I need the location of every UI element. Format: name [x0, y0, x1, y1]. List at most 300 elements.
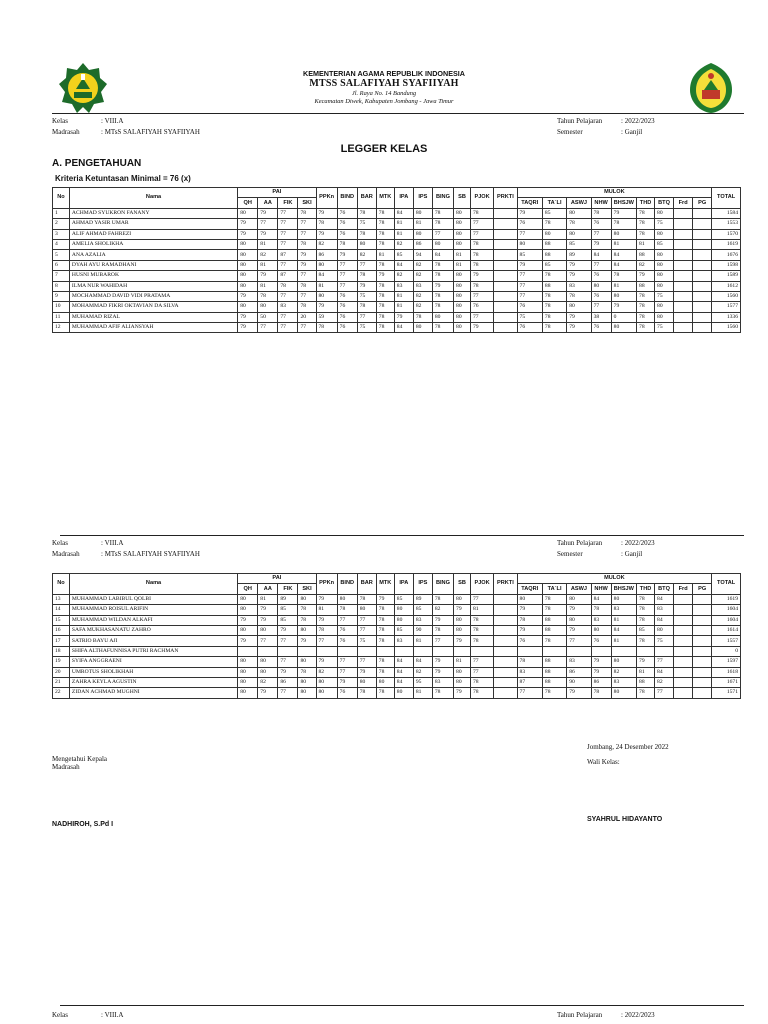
- grade-cell: 78: [470, 615, 493, 625]
- row-no: 7: [53, 271, 70, 281]
- grade-cell: 78: [376, 688, 394, 698]
- total-cell: 1336: [712, 312, 741, 322]
- grade-cell: 85: [278, 615, 298, 625]
- grade-cell: 78: [470, 239, 493, 249]
- grade-cell: 80: [517, 594, 542, 604]
- student-name: AMELIA SHOLIKHA: [69, 239, 237, 249]
- grade-cell: 78: [517, 615, 542, 625]
- row-no: 14: [53, 605, 70, 615]
- total-cell: 1671: [712, 677, 741, 687]
- grade-cell: 78: [542, 302, 566, 312]
- grade-cell: 79: [238, 615, 258, 625]
- total-cell: 1676: [712, 250, 741, 260]
- grade-cell: [298, 646, 316, 656]
- grade-cell: [432, 646, 453, 656]
- grade-cell: [693, 281, 712, 291]
- table-row: [53, 312, 741, 322]
- grade-cell: 80: [394, 615, 413, 625]
- grade-cell: 80: [316, 688, 337, 698]
- grade-cell: 82: [316, 667, 337, 677]
- grade-cell: [655, 646, 674, 656]
- grade-cell: 82: [413, 271, 432, 281]
- col-ski: SKI: [298, 584, 316, 594]
- signature-place-date: Jombang, 24 Desember 2022: [587, 743, 669, 751]
- grade-cell: 76: [517, 219, 542, 229]
- grade-cell: [674, 291, 693, 301]
- grade-cell: [494, 615, 517, 625]
- grade-cell: [674, 677, 693, 687]
- grade-cell: [337, 646, 357, 656]
- grade-cell: 84: [394, 657, 413, 667]
- grade-cell: 77: [517, 291, 542, 301]
- student-name: SAFA MUKHASANATU ZAHRO: [69, 625, 237, 635]
- grade-cell: 77: [470, 219, 493, 229]
- grade-cell: 78: [376, 657, 394, 667]
- grade-cell: 80: [357, 605, 376, 615]
- grade-cell: 78: [637, 312, 655, 322]
- grade-cell: 80: [454, 271, 471, 281]
- grade-cell: 78: [637, 229, 655, 239]
- kelas-value-2: : VIII.A: [101, 539, 124, 547]
- grade-cell: 76: [337, 208, 357, 218]
- grade-cell: 78: [542, 605, 566, 615]
- grade-cell: [357, 646, 376, 656]
- school-address-1: Jl. Raya No. 14 Bandung: [351, 90, 417, 97]
- grade-cell: 78: [470, 688, 493, 698]
- grade-cell: 86: [278, 677, 298, 687]
- grade-cell: [693, 667, 712, 677]
- grade-cell: 87: [517, 677, 542, 687]
- table-row: [53, 615, 741, 625]
- grade-cell: [494, 677, 517, 687]
- col-total: TOTAL: [712, 574, 741, 595]
- col-tali: TA`LI: [542, 584, 566, 594]
- grade-cell: 79: [316, 302, 337, 312]
- tahun-label: Tahun Pelajaran: [557, 117, 603, 125]
- grade-cell: 80: [258, 667, 278, 677]
- grade-cell: [674, 625, 693, 635]
- grade-cell: 76: [591, 323, 611, 333]
- table-row: [53, 625, 741, 635]
- col-bing: BING: [432, 574, 453, 595]
- grade-cell: 80: [376, 677, 394, 687]
- grade-cell: 81: [316, 605, 337, 615]
- grade-cell: 78: [637, 291, 655, 301]
- student-name: MUHAMAD RIZAL: [69, 312, 237, 322]
- grade-cell: [693, 677, 712, 687]
- grade-cell: 80: [655, 208, 674, 218]
- grade-cell: 38: [591, 312, 611, 322]
- grade-cell: 78: [470, 250, 493, 260]
- grade-cell: 80: [611, 657, 636, 667]
- grade-cell: 83: [611, 605, 636, 615]
- grade-cell: [674, 667, 693, 677]
- grade-cell: 79: [517, 208, 542, 218]
- grade-cell: 78: [316, 219, 337, 229]
- grade-cell: 77: [278, 219, 298, 229]
- grade-cell: 20: [298, 312, 316, 322]
- grade-cell: [494, 657, 517, 667]
- grade-cell: 80: [432, 312, 453, 322]
- grade-cell: [693, 229, 712, 239]
- grade-cell: 79: [298, 250, 316, 260]
- row-no: 6: [53, 260, 70, 270]
- row-no: 2: [53, 219, 70, 229]
- table-row: [53, 594, 741, 604]
- grade-cell: 83: [394, 281, 413, 291]
- tahun-value-3: : 2022/2023: [621, 1011, 655, 1019]
- grade-cell: 85: [517, 250, 542, 260]
- grade-cell: 77: [278, 239, 298, 249]
- grade-cell: 77: [357, 615, 376, 625]
- grade-cell: [494, 667, 517, 677]
- grade-cell: 77: [337, 615, 357, 625]
- col-qh: QH: [238, 584, 258, 594]
- grade-cell: 84: [394, 260, 413, 270]
- col-aa: AA: [258, 584, 278, 594]
- grade-cell: 76: [591, 291, 611, 301]
- col-fik: FIK: [278, 198, 298, 208]
- col-bar: BAR: [357, 574, 376, 595]
- grade-cell: 85: [278, 605, 298, 615]
- grade-cell: 78: [637, 605, 655, 615]
- row-no: 15: [53, 615, 70, 625]
- grade-cell: 77: [517, 281, 542, 291]
- row-no: 4: [53, 239, 70, 249]
- grade-cell: 84: [394, 208, 413, 218]
- grade-cell: 80: [655, 260, 674, 270]
- grade-cell: 79: [394, 312, 413, 322]
- grade-cell: 94: [413, 250, 432, 260]
- grade-cell: 78: [376, 229, 394, 239]
- grade-cell: 76: [517, 636, 542, 646]
- grade-cell: 76: [337, 688, 357, 698]
- grade-cell: 80: [357, 677, 376, 687]
- student-name: MUHAMMAD AFIF ALIANSYAH: [69, 323, 237, 333]
- grade-cell: [494, 281, 517, 291]
- grade-cell: 79: [567, 625, 591, 635]
- grade-cell: 79: [517, 260, 542, 270]
- row-no: 9: [53, 291, 70, 301]
- grade-cell: 78: [432, 688, 453, 698]
- grade-cell: 78: [591, 688, 611, 698]
- grade-cell: 81: [316, 281, 337, 291]
- grade-cell: 79: [567, 260, 591, 270]
- grade-cell: 86: [316, 250, 337, 260]
- grade-cell: 77: [655, 657, 674, 667]
- grade-cell: 79: [258, 605, 278, 615]
- grade-cell: 78: [542, 291, 566, 301]
- row-no: 19: [53, 657, 70, 667]
- grade-cell: 81: [454, 657, 471, 667]
- grade-cell: 79: [278, 625, 298, 635]
- grade-cell: [674, 323, 693, 333]
- grade-cell: 81: [258, 594, 278, 604]
- grade-cell: 77: [591, 302, 611, 312]
- grade-cell: 79: [258, 208, 278, 218]
- grade-cell: 78: [258, 291, 278, 301]
- grade-cell: [674, 281, 693, 291]
- grade-cell: 77: [258, 323, 278, 333]
- row-no: 12: [53, 323, 70, 333]
- grade-cell: 79: [432, 667, 453, 677]
- grade-cell: 77: [278, 312, 298, 322]
- grade-cell: 76: [337, 625, 357, 635]
- total-cell: 1618: [712, 667, 741, 677]
- head-label-2: Madrasah: [52, 763, 80, 771]
- grade-cell: [693, 615, 712, 625]
- col-prkti: PRKTI: [494, 574, 517, 595]
- grade-cell: 75: [655, 291, 674, 301]
- grade-cell: [238, 646, 258, 656]
- grade-cell: 80: [238, 271, 258, 281]
- col-mulok: MULOK: [517, 188, 712, 198]
- grade-cell: 76: [337, 636, 357, 646]
- grade-cell: 80: [258, 657, 278, 667]
- grade-cell: 78: [298, 667, 316, 677]
- grade-cell: 88: [542, 250, 566, 260]
- grade-cell: 79: [238, 312, 258, 322]
- grade-cell: [693, 260, 712, 270]
- table-row: [53, 260, 741, 270]
- grade-cell: 80: [655, 302, 674, 312]
- grade-cell: 77: [337, 657, 357, 667]
- grade-cell: [693, 239, 712, 249]
- semester-value: : Ganjil: [621, 128, 643, 136]
- col-bind: BIND: [337, 188, 357, 209]
- grade-cell: 80: [611, 323, 636, 333]
- col-pjok: PJOK: [470, 574, 493, 595]
- grade-cell: 84: [591, 594, 611, 604]
- col-ips: IPS: [413, 188, 432, 209]
- grade-cell: 85: [394, 594, 413, 604]
- grade-cell: 88: [637, 250, 655, 260]
- grade-cell: 77: [278, 229, 298, 239]
- student-name: UMROTUS SHOLIKHAH: [69, 667, 237, 677]
- grade-cell: [494, 636, 517, 646]
- grade-cell: 78: [376, 239, 394, 249]
- grade-cell: 78: [637, 302, 655, 312]
- grade-cell: 79: [432, 281, 453, 291]
- grade-cell: 76: [337, 302, 357, 312]
- grade-cell: 80: [238, 281, 258, 291]
- grade-cell: 78: [298, 302, 316, 312]
- grade-cell: 76: [337, 219, 357, 229]
- col-frd: Frd: [674, 198, 693, 208]
- table-row: [53, 291, 741, 301]
- col-pg: PG: [693, 198, 712, 208]
- grade-cell: 80: [337, 594, 357, 604]
- grade-cell: 80: [394, 688, 413, 698]
- grade-cell: 80: [413, 229, 432, 239]
- grade-cell: 83: [413, 281, 432, 291]
- grade-cell: 78: [542, 271, 566, 281]
- grade-cell: 78: [357, 229, 376, 239]
- grade-cell: 75: [357, 291, 376, 301]
- grade-cell: 80: [432, 239, 453, 249]
- grade-cell: 77: [357, 657, 376, 667]
- grade-cell: 77: [298, 271, 316, 281]
- grade-cell: 77: [591, 229, 611, 239]
- grade-cell: 79: [591, 667, 611, 677]
- grade-cell: 95: [413, 677, 432, 687]
- grade-cell: 88: [637, 281, 655, 291]
- col-thd: THD: [637, 584, 655, 594]
- grade-cell: 89: [567, 250, 591, 260]
- grade-cell: 80: [454, 302, 471, 312]
- grade-cell: 80: [454, 625, 471, 635]
- header-divider: [52, 113, 744, 114]
- grade-cell: 80: [567, 615, 591, 625]
- grade-cell: 78: [432, 260, 453, 270]
- semester-value-2: : Ganjil: [621, 550, 643, 558]
- grade-cell: 78: [432, 291, 453, 301]
- grade-cell: 80: [454, 594, 471, 604]
- row-no: 1: [53, 208, 70, 218]
- grade-cell: 82: [413, 260, 432, 270]
- total-cell: 1619: [712, 239, 741, 249]
- grade-cell: 80: [238, 605, 258, 615]
- table-row: [53, 219, 741, 229]
- grade-cell: 82: [258, 677, 278, 687]
- grade-cell: 79: [611, 208, 636, 218]
- grade-cell: 80: [298, 688, 316, 698]
- madrasah-label-2: Madrasah: [52, 550, 80, 558]
- col-nama: Nama: [69, 188, 237, 209]
- grade-cell: 79: [258, 229, 278, 239]
- col-bing: BING: [432, 188, 453, 209]
- grade-cell: 80: [454, 677, 471, 687]
- grade-cell: 78: [637, 323, 655, 333]
- grade-cell: 77: [298, 323, 316, 333]
- grade-cell: 80: [655, 625, 674, 635]
- col-aswj: ASWJ: [567, 584, 591, 594]
- col-no: No: [53, 188, 70, 209]
- grade-cell: 80: [238, 260, 258, 270]
- grade-cell: 80: [567, 208, 591, 218]
- table-row: [53, 657, 741, 667]
- grade-cell: 78: [542, 323, 566, 333]
- grade-cell: 84: [394, 677, 413, 687]
- grade-cell: [494, 625, 517, 635]
- table-row: [53, 636, 741, 646]
- grade-cell: 78: [432, 208, 453, 218]
- grade-cell: 78: [637, 688, 655, 698]
- grade-cell: [258, 646, 278, 656]
- grade-cell: 78: [337, 605, 357, 615]
- grade-cell: 77: [337, 281, 357, 291]
- row-no: 18: [53, 646, 70, 656]
- row-no: 3: [53, 229, 70, 239]
- grade-cell: 80: [238, 302, 258, 312]
- grade-cell: 78: [298, 281, 316, 291]
- kemenag-logo-left: [58, 62, 108, 114]
- grade-cell: [494, 229, 517, 239]
- grade-cell: 77: [278, 657, 298, 667]
- grade-cell: 81: [454, 250, 471, 260]
- grade-cell: 77: [470, 667, 493, 677]
- grade-cell: [693, 271, 712, 281]
- grade-cell: 83: [394, 636, 413, 646]
- grade-cell: 75: [357, 636, 376, 646]
- total-cell: 1604: [712, 605, 741, 615]
- grade-cell: 77: [337, 667, 357, 677]
- grade-cell: 79: [432, 615, 453, 625]
- grade-cell: [494, 239, 517, 249]
- grade-cell: 80: [238, 625, 258, 635]
- grade-cell: 78: [298, 605, 316, 615]
- grade-cell: 78: [542, 636, 566, 646]
- grade-cell: 75: [357, 323, 376, 333]
- grade-cell: 77: [337, 260, 357, 270]
- table-row: [53, 239, 741, 249]
- student-name: DYAH AYU RAMADHANI: [69, 260, 237, 270]
- grade-cell: 88: [542, 281, 566, 291]
- col-ppkn: PPKn: [316, 574, 337, 595]
- grade-cell: 82: [258, 250, 278, 260]
- total-cell: 1604: [712, 615, 741, 625]
- grade-cell: 89: [413, 594, 432, 604]
- grade-cell: [278, 646, 298, 656]
- grade-cell: 78: [376, 302, 394, 312]
- grade-cell: 76: [591, 271, 611, 281]
- grade-cell: 82: [316, 239, 337, 249]
- table-row: [53, 229, 741, 239]
- col-taqri: TAQRI: [517, 584, 542, 594]
- grade-cell: 80: [655, 271, 674, 281]
- grade-cell: 82: [655, 677, 674, 687]
- grade-cell: 77: [298, 291, 316, 301]
- grade-cell: [494, 688, 517, 698]
- total-cell: 1560: [712, 291, 741, 301]
- grade-cell: 80: [611, 594, 636, 604]
- tahun-label-3: Tahun Pelajaran: [557, 1011, 603, 1019]
- grade-cell: 81: [394, 291, 413, 301]
- grade-cell: 87: [278, 250, 298, 260]
- student-name: SHIFA ALTHAFUNNISA PUTRI RACHMAN: [69, 646, 237, 656]
- grade-cell: 83: [567, 281, 591, 291]
- grade-cell: 78: [542, 219, 566, 229]
- grade-cell: 79: [611, 302, 636, 312]
- row-no: 21: [53, 677, 70, 687]
- row-no: 5: [53, 250, 70, 260]
- grade-cell: 79: [316, 615, 337, 625]
- grade-cell: [494, 208, 517, 218]
- col-pg: PG: [693, 584, 712, 594]
- row-no: 16: [53, 625, 70, 635]
- grade-cell: 80: [298, 657, 316, 667]
- grade-cell: 78: [376, 625, 394, 635]
- grade-cell: [470, 646, 493, 656]
- grade-cell: 79: [316, 208, 337, 218]
- row-no: 20: [53, 667, 70, 677]
- grade-cell: [494, 219, 517, 229]
- grade-cell: 77: [655, 688, 674, 698]
- grade-cell: 76: [337, 323, 357, 333]
- grade-cell: 81: [413, 636, 432, 646]
- grade-cell: 80: [567, 302, 591, 312]
- grade-cell: 79: [278, 667, 298, 677]
- total-cell: 1577: [712, 302, 741, 312]
- grade-cell: 80: [655, 250, 674, 260]
- grade-cell: [454, 646, 471, 656]
- grade-cell: 82: [357, 250, 376, 260]
- grade-cell: 78: [637, 594, 655, 604]
- table-row: [53, 688, 741, 698]
- col-ipa: IPA: [394, 574, 413, 595]
- student-name: MOCHAMMAD DAVID VIDI PRATAMA: [69, 291, 237, 301]
- tahun-label-2: Tahun Pelajaran: [557, 539, 603, 547]
